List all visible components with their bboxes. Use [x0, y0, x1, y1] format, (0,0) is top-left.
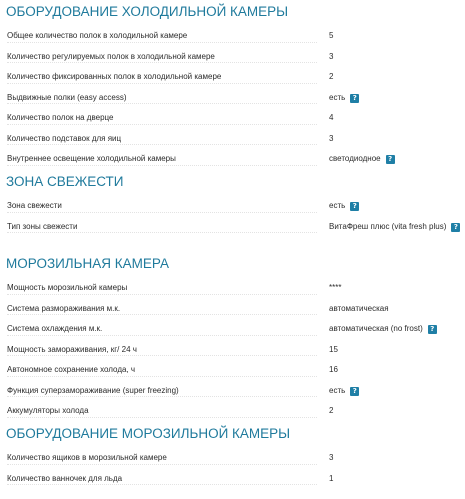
spec-label: Мощность морозильной камеры — [7, 283, 128, 292]
spec-value-text: есть — [329, 92, 346, 102]
spec-label: Выдвижные полки (easy access) — [7, 92, 127, 102]
section-title: ОБОРУДОВАНИЕ ХОЛОДИЛЬНОЙ КАМЕРЫ — [6, 4, 289, 19]
help-icon[interactable]: ? — [451, 223, 460, 232]
spec-row — [0, 340, 465, 361]
help-icon[interactable]: ? — [350, 387, 359, 396]
spec-row — [0, 196, 465, 217]
spec-value-text: 4 — [329, 113, 334, 122]
section-title: МОРОЗИЛЬНАЯ КАМЕРА — [6, 256, 170, 271]
spec-label: Количество ящиков в морозильной камере — [7, 453, 167, 462]
spec-value — [329, 381, 359, 402]
spec-value-text: автоматическая (no frost) — [329, 324, 423, 333]
section-4 — [0, 422, 465, 489]
help-icon[interactable]: ? — [350, 94, 359, 103]
spec-value — [329, 108, 333, 129]
spec-value-text: 1 — [329, 473, 334, 483]
spec-value — [329, 278, 341, 299]
spec-label: Аккумуляторы холода — [7, 406, 89, 415]
spec-value-text: 3 — [329, 133, 334, 143]
spec-row — [0, 129, 465, 150]
spec-row — [0, 448, 465, 469]
spec-value — [329, 217, 460, 238]
spec-label: Тип зоны свежести — [7, 221, 78, 231]
spec-row — [0, 469, 465, 490]
spec-value-text: ВитаФреш плюс (vita fresh plus) — [329, 221, 447, 231]
spec-label: Функция суперзамораживание (super freezing) — [7, 385, 179, 395]
spec-label: Автономное сохранение холода, ч — [7, 365, 136, 374]
spec-value — [329, 319, 437, 340]
spec-value-text: светодиодное — [329, 154, 381, 163]
spec-row — [0, 381, 465, 402]
spec-label: Количество фиксированных полок в холодильной камере — [7, 72, 222, 81]
spec-value-text: **** — [329, 283, 342, 292]
spec-value-text: есть — [329, 201, 346, 210]
spec-row — [0, 149, 465, 170]
spec-row — [0, 278, 465, 299]
spec-label: Количество ванночек для льда — [7, 473, 123, 483]
spec-value-text: 2 — [329, 406, 334, 415]
spec-value-text: 2 — [329, 72, 334, 81]
spec-label: Мощность замораживания, кг/ 24 ч — [7, 344, 137, 354]
spec-row — [0, 360, 465, 381]
spec-value-text: 15 — [329, 344, 338, 354]
spec-row — [0, 67, 465, 88]
spec-label: Внутреннее освещение холодильной камеры — [7, 154, 176, 163]
spec-value — [329, 401, 333, 422]
spec-value — [329, 26, 333, 47]
spec-value — [329, 340, 338, 361]
spec-value — [329, 299, 389, 320]
spec-row — [0, 26, 465, 47]
spec-rows — [0, 196, 465, 237]
spec-value — [329, 196, 359, 217]
spec-label: Количество подставок для яиц — [7, 133, 122, 143]
spec-row — [0, 47, 465, 68]
spec-row — [0, 88, 465, 109]
section-title: ЗОНА СВЕЖЕСТИ — [6, 174, 124, 189]
help-icon[interactable]: ? — [428, 325, 437, 334]
help-icon[interactable]: ? — [386, 155, 395, 164]
spec-value — [329, 129, 333, 150]
spec-row — [0, 299, 465, 320]
spec-row — [0, 319, 465, 340]
spec-value-text: 5 — [329, 31, 334, 40]
section-2 — [0, 170, 465, 237]
spec-label: Количество регулируемых полок в холодильной камере — [7, 51, 215, 61]
spec-value — [329, 88, 359, 109]
spec-value — [329, 360, 338, 381]
spec-value — [329, 149, 395, 170]
spec-rows — [0, 278, 465, 422]
section-1 — [0, 0, 465, 170]
section-title: ОБОРУДОВАНИЕ МОРОЗИЛЬНОЙ КАМЕРЫ — [6, 426, 291, 441]
section-3 — [0, 252, 465, 422]
spec-value — [329, 47, 333, 68]
spec-value-text: 3 — [329, 453, 334, 462]
help-icon[interactable]: ? — [350, 202, 359, 211]
spec-label: Общее количество полок в холодильной камере — [7, 31, 188, 40]
spec-value-text: 3 — [329, 51, 334, 61]
spec-value — [329, 469, 333, 490]
spec-rows — [0, 448, 465, 489]
spec-row — [0, 217, 465, 238]
spec-value-text: есть — [329, 385, 346, 395]
spec-rows — [0, 26, 465, 170]
spec-value — [329, 448, 333, 469]
spec-label: Система охлаждения м.к. — [7, 324, 103, 333]
spec-row — [0, 401, 465, 422]
spec-value — [329, 67, 333, 88]
spec-label: Зона свежести — [7, 201, 62, 210]
spec-label: Количество полок на дверце — [7, 113, 114, 122]
spec-label: Система размораживания м.к. — [7, 303, 121, 313]
spec-value-text: 16 — [329, 365, 338, 374]
spec-value-text: автоматическая — [329, 303, 389, 313]
spec-row — [0, 108, 465, 129]
